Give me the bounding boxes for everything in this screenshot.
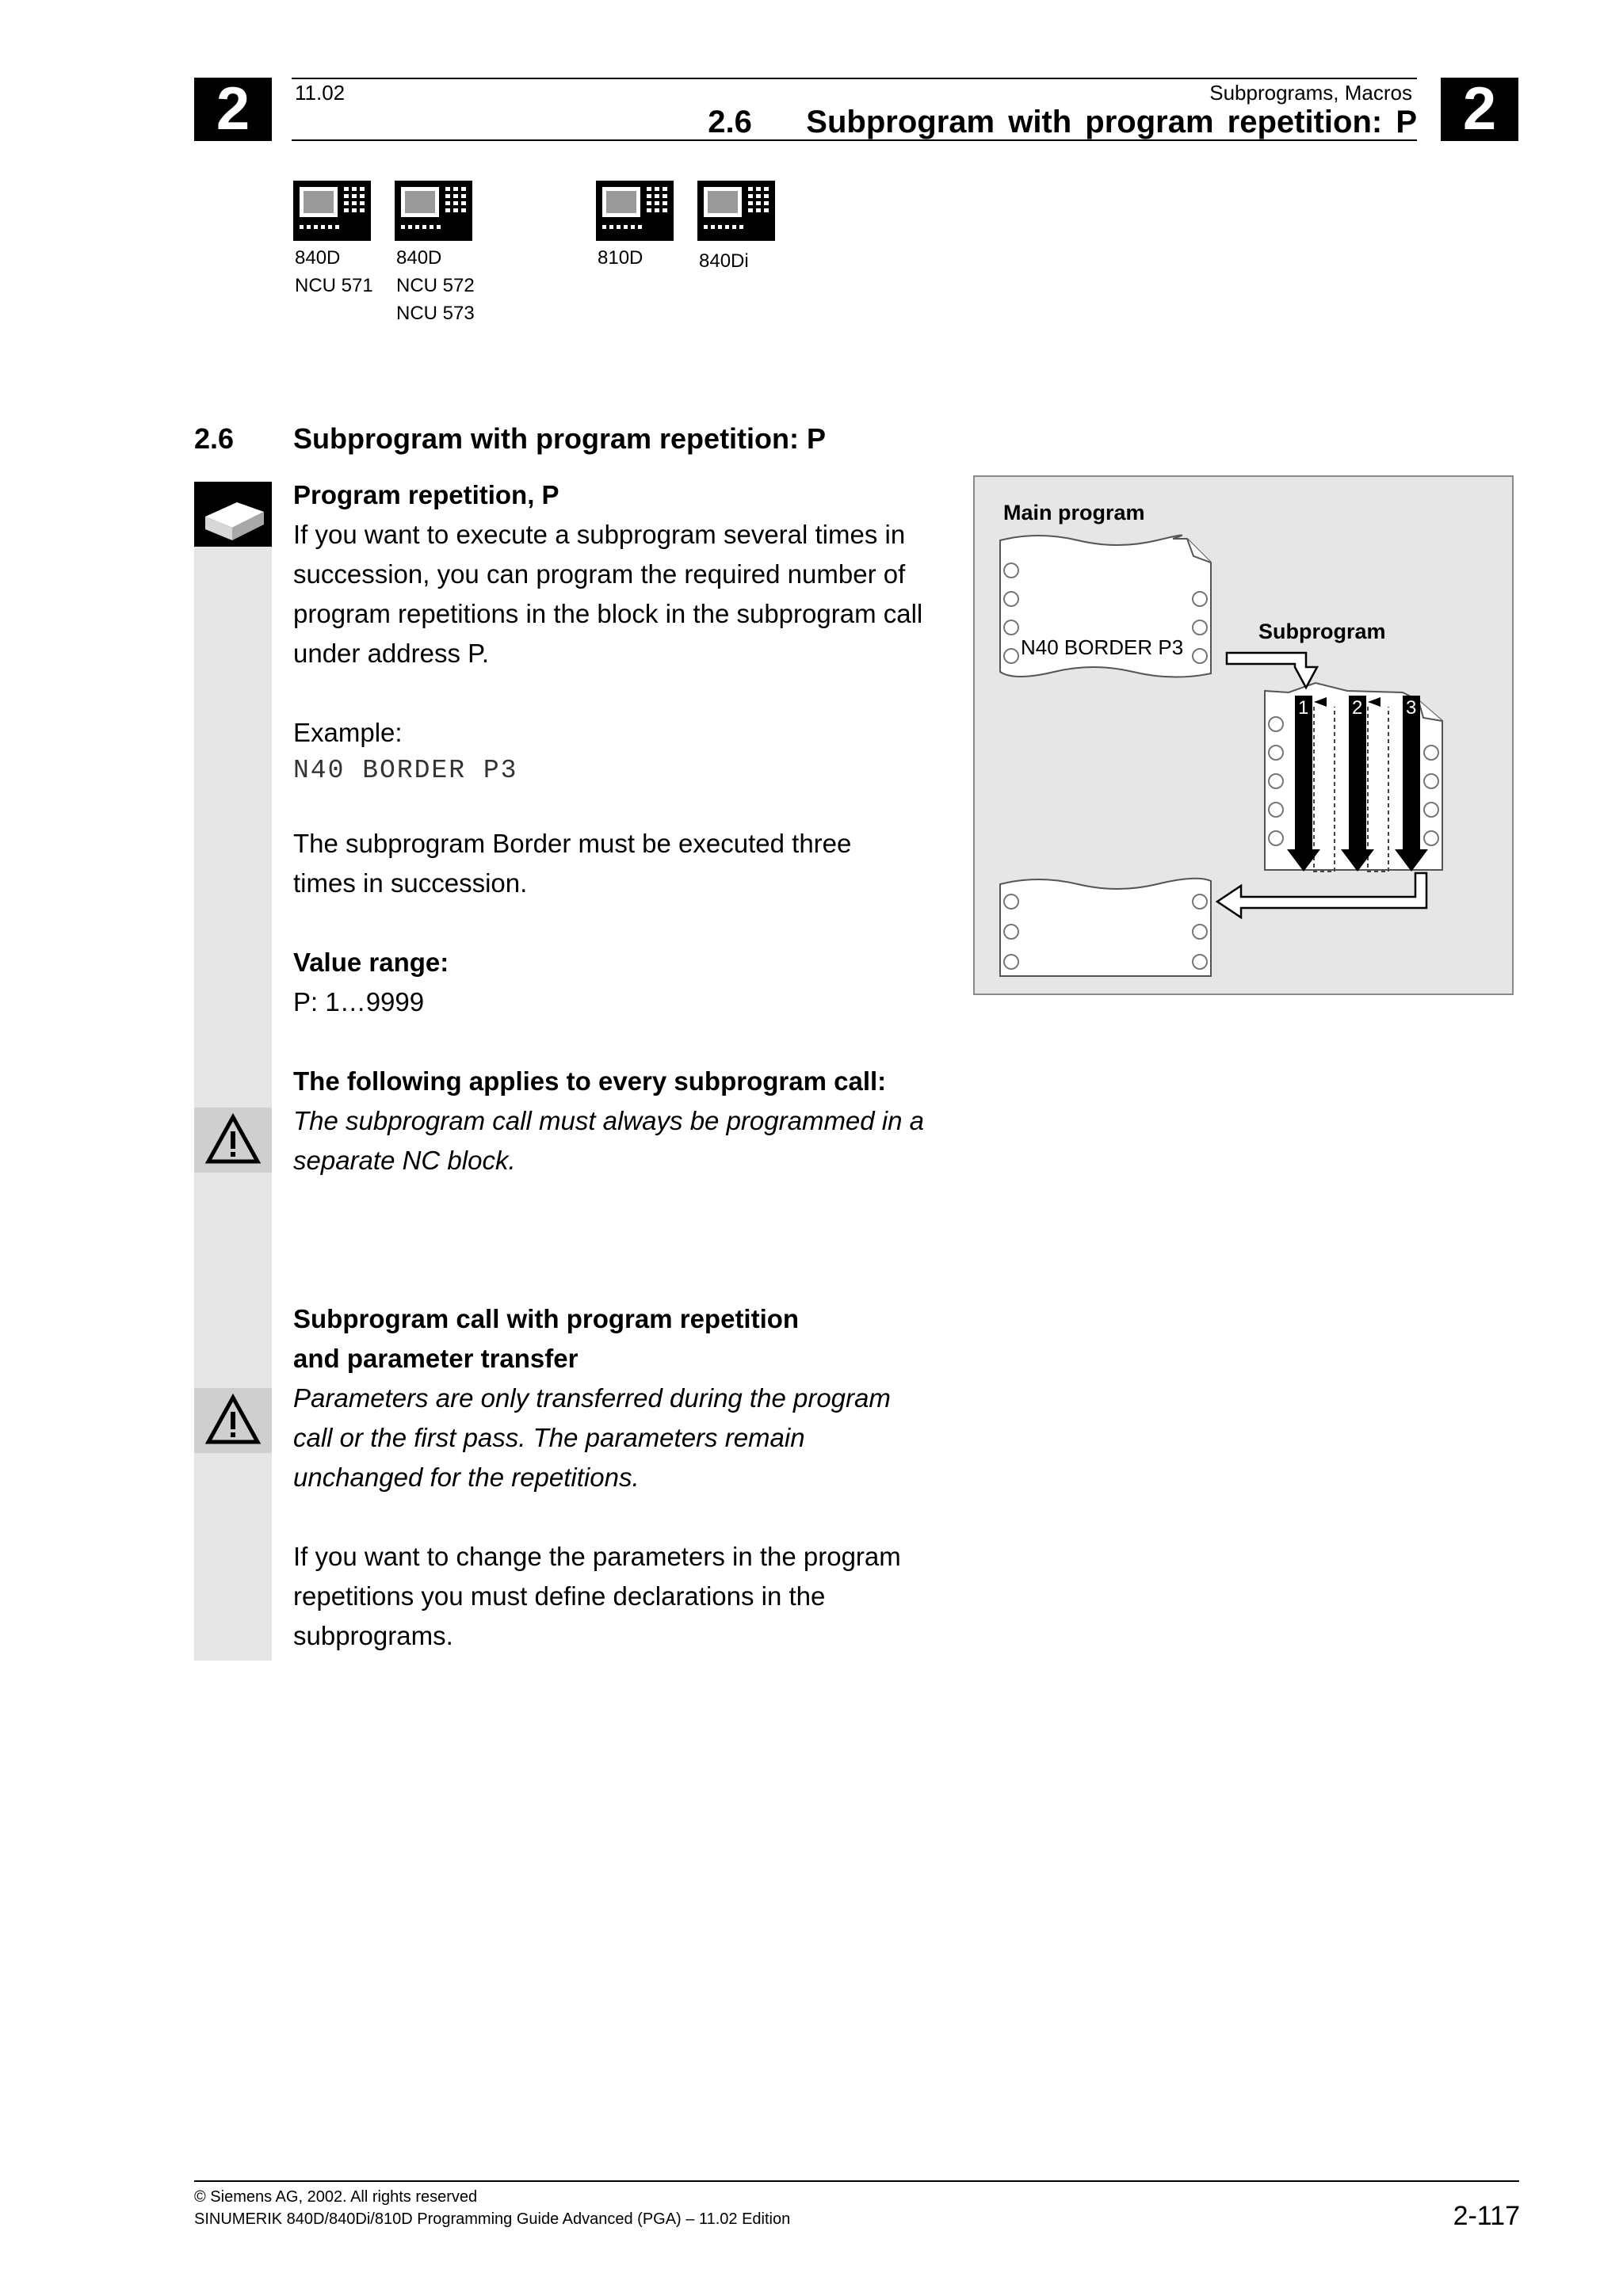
control-panel-icon (697, 181, 775, 241)
example-label: Example: (293, 718, 403, 747)
pass-number: 2 (1352, 697, 1363, 719)
footer-publication: SINUMERIK 840D/840Di/810D Programming Guide Advanced (PGA) – 11.02 Edition (194, 2210, 791, 2228)
chapter-tab-right: 2 (1441, 78, 1518, 141)
pass-number: 3 (1406, 697, 1417, 719)
page-number: 2-117 (1453, 2201, 1520, 2231)
subprogram-repetition-figure (973, 475, 1514, 995)
call-block-label: N40 BORDER P3 (1021, 635, 1184, 659)
control-label: 840Di (699, 250, 749, 272)
paragraph-declarations: If you want to change the parameters in the program repetitions you must define declarations in the subprograms. (293, 1542, 901, 1650)
header-date: 11.02 (295, 81, 346, 105)
control-panel-icon (395, 181, 472, 241)
heading-call-repetition-line2: and parameter transfer (293, 1344, 579, 1373)
heading-applies: The following applies to every subprogram call: (293, 1066, 887, 1096)
section-title: Subprogram with program repetition: P (293, 422, 827, 455)
value-range: P: 1…9999 (293, 987, 425, 1016)
warning-icon (194, 1388, 272, 1453)
control-label: 810D (598, 247, 643, 269)
footer-rule (194, 2180, 1519, 2182)
margin-strip (194, 482, 272, 1661)
pass-number: 1 (1298, 697, 1309, 719)
heading-call-repetition-line1: Subprogram call with program repetition (293, 1304, 800, 1333)
value-range-label: Value range: (293, 948, 449, 977)
header-rule-bottom (292, 139, 1417, 141)
programming-block-icon (194, 482, 272, 547)
section-number: 2.6 (194, 422, 235, 455)
control-panel-icon (293, 181, 371, 241)
subprogram-label: Subprogram (1258, 620, 1386, 643)
heading-program-repetition: Program repetition, P (293, 480, 559, 509)
note-parameters: Parameters are only transferred during the program call or the first pass. The parameters remain unchanged for the repetitions. (293, 1383, 891, 1492)
paragraph-border: The subprogram Border must be executed three times in succession. (293, 829, 852, 898)
chapter-tab-left: 2 (194, 78, 272, 141)
warning-icon (194, 1108, 272, 1173)
header-section-group: Subprograms, Macros (1209, 81, 1412, 105)
repetition-diagram (975, 477, 1512, 994)
header-section-title: 2.6 Subprogram with program repetition: P (708, 105, 1417, 139)
footer-copyright: © Siemens AG, 2002. All rights reserved (194, 2188, 478, 2206)
note-separate-block: The subprogram call must always be programmed in a separate NC block. (293, 1106, 925, 1175)
header-rule-top (292, 78, 1417, 79)
control-panel-icon (596, 181, 674, 241)
paragraph-intro: If you want to execute a subprogram several times in succession, you can program the required number of program repetitions in the block in the subprogram call under address P. (293, 520, 923, 668)
control-label: 840D NCU 571 (295, 247, 373, 296)
main-program-label: Main program (1003, 501, 1145, 524)
example-code: N40 BORDER P3 (293, 756, 518, 785)
control-label: 840D NCU 572 NCU 573 (396, 247, 475, 324)
